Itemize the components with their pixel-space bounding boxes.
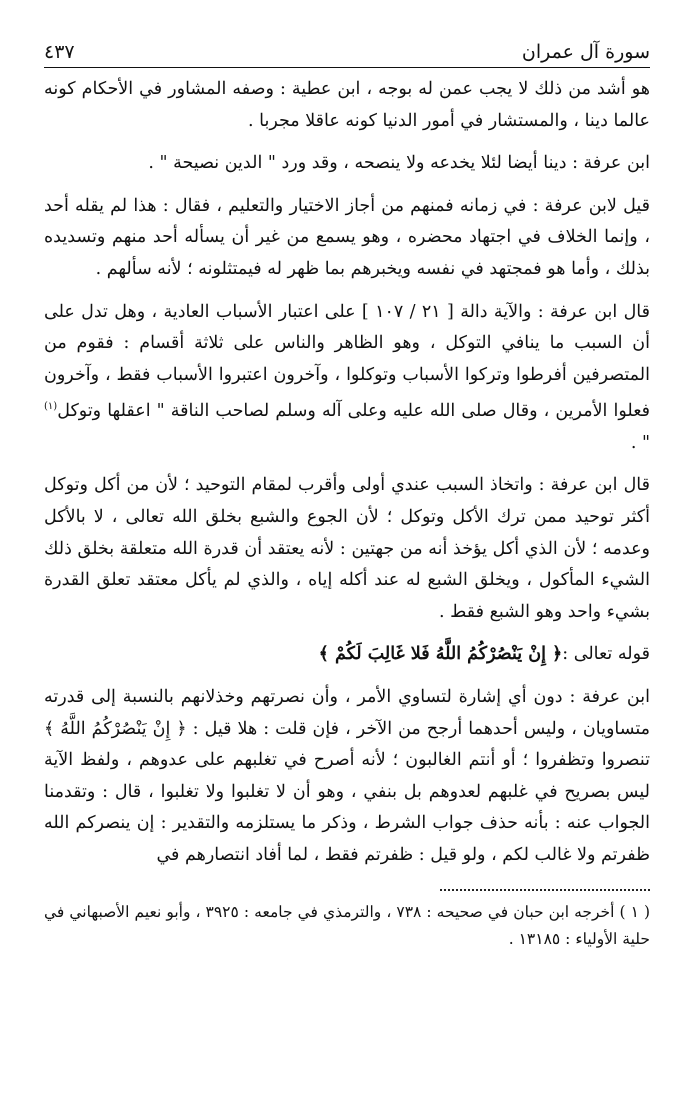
footnote-marker: (١) (44, 401, 58, 413)
page-number: ٤٣٧ (44, 41, 75, 63)
page-header (44, 28, 650, 68)
paragraph (44, 297, 650, 460)
main-text (44, 74, 650, 871)
verse-line (44, 639, 650, 671)
paragraph: قال ابن عرفة : واتخاذ السبب عندي أولى وأقرب لمقام التوحيد ؛ لأن من أكل وتوكل أكثر توحيد ممن ترك الأكل وتوكل ؛ لأن الجوع والشبع بخلق الله تعالى ، لا بالأكل وعدمه ؛ لأن الذي أكل يؤخذ أنه من جهتين : لأنه يعتقد أن قدرة الله متعلقة بخلق ذلك الشيء المأكول ، ويخلق الشبع له عند أكله إياه ، والذي لم يأكل معتقد تعلق القدرة بشيء واحد وهو الشبع فقط . (44, 475, 650, 622)
paragraph: ابن عرفة : دون أي إشارة لتساوي الأمر ، وأن نصرتهم وخذلانهم بالنسبة إلى قدرته متساويان ، وليس أحدهما أرجح من الآخر ، فإن قلت : هلا قيل : ﴿ إِنْ يَنْصُرْكُمُ اللَّهُ ﴾ تنصروا وتظفروا ؛ أو أنتم الغالبون ؛ لأنه أصرح في تغلبهم على عدوهم ، ولفظ الآية ليس بصريح في غلبهم لعدوهم بل بنفي ، وهو أن لا تغلبوا ولا تغلبوا ، قال : وتقدمنا الجواب عنه : بأنه حذف جواب الشرط ، وذكر ما يستلزمه والتقدير : إن ينصركم الله ظفرتم ولا غالب لكم ، ولو قيل : ظفرتم فقط ، لما أفاد انتصارهم في (44, 686, 650, 865)
chapter-title: سورة آل عمران (521, 41, 650, 63)
paragraph: قيل لابن عرفة : في زمانه فمنهم من أجاز الاختيار والتعليم ، فقال : هذا لم يقله أحد ، وإنما الخلاف في اجتهاد محضره ، وهو يسمع من غير أن يسأله أحد منهم وتسديده بذلك ، وأما هو فمجتهد في نفسه ويخبرهم بما ظهر له فيمتثلونه ؛ لأنه سألهم . (44, 195, 650, 279)
book-page (44, 28, 650, 1094)
paragraph-text: قال ابن عرفة : والآية دالة [ ٢١ / ١٠٧ ] على اعتبار الأسباب العادية ، وهل تدل على أن السبب ما ينافي التوكل ، وهو الظاهر والناس على ثلاثة أقسام : فقوم من المتصرفين أفرطوا وتركوا الأسباب وتوكلوا ، وآخرون اعتبروا الأسباب فقط ، وآخرون فعلوا الأمرين ، وقال صلى الله عليه وعلى آله وسلم لصاحب الناقة " اعقلها وتوكل (44, 301, 651, 422)
verse-lead: قوله تعالى : (562, 644, 650, 665)
paragraph-ending: " . (630, 432, 650, 453)
footnote: ( ١ ) أخرجه ابن حبان في صحيحه : ٧٣٨ ، والترمذي في جامعه : ٣٩٢٥ ، وأبو نعيم الأصبهاني في حلية الأولياء : ١٣١٨٥ . (44, 903, 650, 949)
paragraph: ابن عرفة : دينا أيضا لئلا يخدعه ولا ينصحه ، وقد ورد " الدين نصيحة " . (148, 153, 650, 174)
footnote-divider (440, 889, 650, 891)
paragraph: هو أشد من ذلك لا يجب عمن له بوجه ، ابن عطية : وصفه المشاور في الأحكام كونه عالما دينا ، والمستشار في أمور الدنيا كونه عاقلا مجربا . (44, 79, 650, 131)
quran-verse: ﴿ إِنْ يَنْصُرْكُمُ اللَّهُ فَلا غَالِبَ لَكُمْ ﴾ (318, 644, 563, 665)
